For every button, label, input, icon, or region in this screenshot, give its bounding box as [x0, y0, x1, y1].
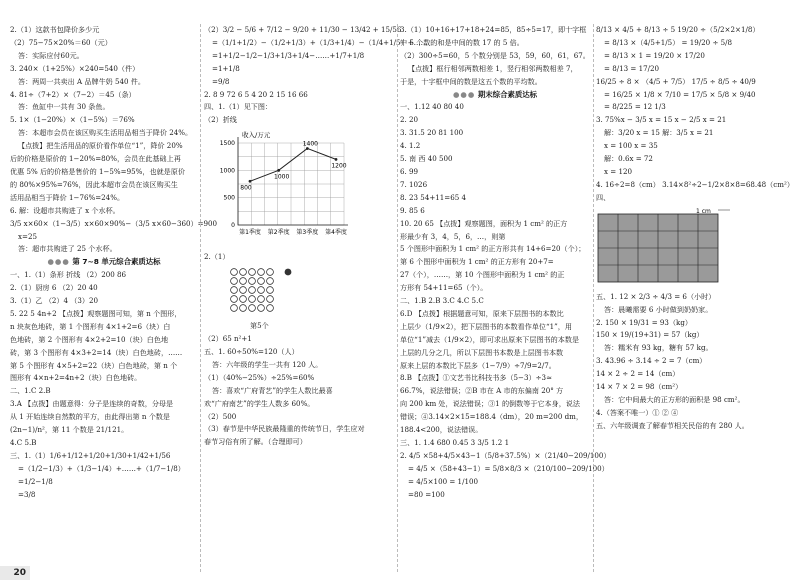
text-line: 5. 1×（1−20%）×（1−5%）＝76% [10, 115, 135, 125]
chart-x-tick: 第1季度 [239, 229, 261, 237]
text-line: =80 =100 [408, 489, 445, 499]
text-line: 4.（答案不唯一）① ② ④ [596, 407, 679, 417]
text-line: 7. 1026 [400, 179, 428, 189]
grid-scale-label: 1 cm [696, 207, 711, 215]
column-2-lines-b [204, 320, 394, 449]
text-line: 【点拨】框行相邻两数相差 1，竖行相邻两数相差 7， [408, 63, 578, 73]
text-line: 5. 南 西 40 500 [400, 154, 453, 164]
pattern-circle [267, 296, 274, 303]
text-line: 解：3/20 x = 15 解：3/5 x = 21 [604, 128, 714, 138]
text-line: 3. 43.96 ÷ 3.14 ÷ 2 = 7（cm） [596, 356, 707, 366]
column-2-circles-label [204, 251, 394, 264]
text-line: 150 × 19/(19+31) = 57（kg） [596, 330, 704, 340]
chart-y-tick: 0 [231, 222, 235, 230]
text-line: 答：喜欢“广府青艺”的学生人数比最喜 [212, 385, 333, 395]
text-line: （2）折线 [204, 115, 237, 125]
text-line: 10. 20 65 【点拨】观察题图，面积为 1 cm² 的正方 [400, 218, 568, 228]
text-line: 三、1.（1）1/6+1/12+1/20+1/30+1/42+1/56 [10, 450, 171, 460]
text-line: 27（个），……，第 10 个图形中面积为 1 cm² 的正 [400, 270, 565, 280]
chart-data-label: 1400 [302, 140, 318, 148]
page-number: 20 [0, 566, 30, 580]
pattern-circle [267, 269, 274, 276]
text-line: 向 200 km 处，说法错误；③1 的倒数等于它本身，说法 [400, 399, 580, 409]
column-1 [10, 24, 218, 564]
text-line: 春节习俗有所了解。（合理即可） [204, 437, 307, 447]
text-line: （2）65 n²+1 [204, 334, 252, 344]
text-line: 四、 [596, 192, 611, 202]
chart-point [249, 180, 252, 183]
text-line: 4. 1.2 [400, 141, 421, 151]
text-line: 3. 240×（1+25%）×240=540（件） [10, 63, 140, 73]
text-line: =1+1/8 [212, 63, 240, 73]
text-line: 的 80%×95%=76%，因此本超市会员在该区购买生 [10, 179, 178, 189]
section-title-final: ●●● 期末综合素质达标 [452, 89, 538, 99]
text-line: = 8/13 × 1 = 19/20 × 17/20 [604, 50, 705, 60]
text-line: 五、1. 60÷50%=120（人） [204, 346, 299, 356]
text-line: 四、1.（1）见下图： [204, 102, 273, 112]
text-line: 优惠 5% 后的价格是售价的 1−5%=95%，也就是原价 [10, 166, 185, 176]
chart-point [306, 147, 309, 150]
text-line: 4.C 5.B [10, 438, 37, 447]
section-title-units-7-8: ●●● 第 7~8 单元综合素质达标 [47, 257, 161, 267]
text-line: 6. 解：设超市共购进了 x 个水杯。 [10, 205, 120, 215]
column-3 [400, 24, 611, 564]
circle-pattern-figure [204, 266, 324, 318]
text-line: 三、1. 1.4 680 0.45 3 3/5 1.2 1 [400, 438, 510, 447]
pattern-circle [249, 305, 256, 312]
text-line: 一、1.12 40 80 40 [400, 102, 464, 112]
text-line: （2）300÷5=60，5 个数分别是 53，59，60，61，67。 [400, 50, 590, 60]
chart-data-label: 800 [240, 184, 252, 192]
text-line: 16/25 ÷ 8 × （4/5 + 7/5） 17/5 ÷ 8/5 ÷ 40/9 [596, 76, 756, 86]
text-line: =1/2−1/8 [18, 476, 53, 486]
text-line: 方形有 54+11=65（个）。 [400, 283, 488, 293]
text-line: 188.4<200，说法错误。 [400, 425, 483, 435]
text-line: 一、1.（1）条形 折线 （2）200 86 [10, 270, 127, 280]
pattern-circle [258, 278, 265, 285]
text-line: 二、1.B 2.B 3.C 4.C 5.C [400, 296, 484, 306]
pattern-circle [267, 278, 274, 285]
column-4 [596, 24, 792, 564]
text-line: 2. 8 9 72 6 5 4 20 2 15 16 66 [204, 89, 308, 99]
pattern-circle [249, 278, 256, 285]
chart-data-label: 1200 [331, 162, 347, 170]
pattern-circle [240, 296, 247, 303]
text-line: 答：实际应付60元。 [18, 50, 84, 60]
text-line: 5. 22 5 4n+2 【点拨】观察题图可知，第 n 个图形， [10, 308, 182, 318]
text-line: 答：鱼缸中一共有 30 条鱼。 [18, 102, 110, 112]
text-line: = 4/5×100 = 1/100 [408, 476, 478, 486]
text-line: 五、六年级调查了解春节相关民俗的有 280 人。 [596, 420, 749, 430]
text-line: 答：本超市会员在该区购买生活用品相当于降价 24%。 [18, 128, 193, 138]
text-line: 于是，十字框中间的数是这五个数的平均数。 [400, 76, 542, 86]
text-line: 错误；④3.14×2×15=188.4（dm），20 m=200 dm， [400, 412, 583, 422]
text-line: 3.A 【点拨】由题意得：分子是连续的奇数，分母是 [10, 399, 174, 409]
chart-y-tick: 1500 [219, 140, 235, 148]
chart-x-tick: 第2季度 [267, 229, 290, 237]
dots-icon: ●●● [452, 89, 476, 99]
text-line: 中 5 个数的和是中间的数 17 的 5 倍。 [400, 37, 524, 47]
text-line: 答：它中间最大的正方形的面积是 98 cm²。 [604, 394, 745, 404]
text-line: （2）75−75×20%＝60（元） [10, 37, 112, 47]
chart-y-tick: 1000 [219, 167, 235, 175]
text-line: =9/8 [212, 76, 230, 86]
text-line: 原来上层的本数比下层多（1−7/9）÷7/9=2/7。 [400, 360, 556, 370]
text-line: 第 6 个图形中面积为 1 cm² 的正方形有 20+7= [400, 257, 554, 267]
text-line: 3.（1）乙 （2）4 （3）20 [10, 296, 99, 306]
text-line: = 8/13 = 17/20 [604, 63, 660, 73]
text-line: 4. 81÷（7+2）×（7−2）＝45（条） [10, 89, 136, 99]
text-line: 3. 75%x − 3/5 x = 15 x − 2/5 x = 21 [596, 115, 727, 125]
pattern-circle [267, 305, 274, 312]
text-line: 14 × 2 ÷ 2 = 14（cm） [596, 369, 680, 379]
chart-point [277, 169, 280, 172]
text-line: 单位“1”减去（1/9×2），即可求出原来下层图书的本数是 [400, 334, 580, 344]
chart-point [335, 158, 338, 161]
text-line: 答：两周一共卖出 A 品牌牛奶 540 件。 [18, 76, 145, 86]
text-line: 5 个图形中面积为 1 cm² 的正方形共有 14+6=20（个）； [400, 244, 586, 254]
pattern-circle [240, 278, 247, 285]
text-line: 解：0.6x = 72 [604, 154, 653, 164]
text-line: 答：晨曦需要 6 小时做到奶奶家。 [604, 304, 713, 314]
text-line: =（1/1+1/2）−（1/2+1/3）+（1/3+1/4）−（1/4+1/5）+…… [212, 37, 428, 47]
pattern-circle [249, 296, 256, 303]
text-line: 形最少有 3，4，5，6，…，则第 [400, 231, 506, 241]
text-line: （2）3/2 − 5/6 + 7/12 − 9/20 + 11/30 − 13/42 + 15/56 [204, 25, 402, 34]
text-line: = 4/5 ×（58+43−1）= 5/8×8/3 ×（210/100−209/100） [408, 463, 609, 473]
text-line: 砖，第 3 个图形有 4×3+2=14（块）白色地砖，…… [10, 347, 183, 357]
chart-axis [238, 137, 348, 225]
pattern-circle [231, 269, 238, 276]
text-line: = 16/25 × 1/8 × 7/10 = 17/5 × 5/8 × 9/40 [604, 89, 756, 99]
text-line: 活用品相当于降价 1−76%=24%。 [10, 192, 125, 202]
text-line: 4. 16÷2=8（cm） 3.14×8²÷2−1/2×8×8=68.48（cm²） [596, 179, 794, 189]
text-line: 色地砖，第 2 个图形有 4×2+2=10（块）白色地 [10, 334, 169, 344]
pattern-circle [240, 305, 247, 312]
text-line: 【点拨】把生活用品的原价看作单位“1”，降价 20% [18, 141, 183, 151]
text-line: 2. 150 × 19/31 = 93（kg） [596, 317, 692, 327]
text-line: 14 × 7 × 2 = 98（cm²） [596, 382, 683, 392]
text-line: 2.（1）厨房 6 （2）20 40 [10, 283, 98, 293]
text-line: 答：超市共购进了 25 个水杯。 [18, 244, 117, 254]
text-line: （3）春节是中华民族最隆重的传统节日，学生应对 [204, 424, 365, 434]
text-line: 8/13 × 4/5 + 8/13 ÷ 5 19/20 ÷（5/2×2×1/8） [596, 25, 760, 34]
income-series-line [250, 149, 336, 182]
text-line: = 8/13 ×（4/5+1/5） = 19/20 ÷ 5/8 [604, 37, 733, 47]
pattern-circle [231, 287, 238, 294]
column-3-lines-b [400, 101, 611, 501]
text-line: 3/5 x×60×（1−3/5）x×60×90%−（3/5 x×60−360）=900 [10, 218, 218, 228]
text-line: n 块灰色地砖，第 1 个图形有 4×1+2=6（块）白 [10, 321, 171, 331]
text-line: 8. 23 54+11=65 4 [400, 192, 467, 202]
text-line: 9. 85 6 [400, 205, 425, 215]
text-line: x = 120 [604, 166, 632, 176]
text-line: 二、1.C 2.B [10, 386, 51, 396]
text-line: 第5个 [250, 321, 269, 331]
text-line: (2n−1)/n²，第 11 个数是 21/121。 [10, 425, 129, 435]
text-line: = 8/225 = 12 1/3 [604, 102, 666, 112]
text-line: （2）500 [204, 411, 237, 421]
text-line: x = 100 x = 35 [604, 141, 658, 151]
text-line: =（1/2−1/3）+（1/3−1/4）+……+（1/7−1/8） [18, 463, 185, 473]
text-line: 图形有 4×n+2=4n+2（块）白色地砖。 [10, 373, 142, 383]
chart-y-tick: 500 [223, 194, 235, 202]
text-line: 第 5 个图形有 4×5+2=22（块）白色地砖，第 n 个 [10, 360, 178, 370]
chart-x-tick: 第4季度 [325, 229, 347, 237]
chart-x-tick: 第3季度 [296, 229, 319, 237]
text-line: 2. 20 [400, 115, 419, 125]
column-4-lines-b [596, 291, 792, 433]
pattern-circle [258, 269, 265, 276]
text-line: 2.（1）这款书包降价多少元 [10, 25, 100, 34]
column-1-lines-b [10, 269, 198, 501]
grid-figure [596, 208, 746, 288]
pattern-circle [258, 287, 265, 294]
text-line: 6.D 【点拨】根据题意可知，原来下层图书的本数比 [400, 308, 564, 318]
column-divider [397, 24, 398, 572]
column-divider [593, 24, 594, 572]
pattern-circle [249, 269, 256, 276]
text-line: 2.（1） [204, 252, 230, 262]
pattern-circle [258, 305, 265, 312]
text-line: 答：糯米有 93 kg，糖有 57 kg。 [604, 343, 713, 353]
text-line: 欢“广府南艺”的学生人数多 60%。 [204, 398, 315, 408]
text-line: 从 1 开始连续自然数的平方，由此得出第 n 个数是 [10, 412, 170, 422]
pattern-circle [231, 305, 238, 312]
text-line: =1+1/2−1/2−1/3+1/3+1/4−……+1/7+1/8 [212, 50, 365, 60]
text-line: 2. 4/5 ×58+4/5×43−1（5/8+37.5%）×（21/40−209/100） [400, 450, 611, 460]
text-line: 后的价格是原价的 1−20%=80%，会员在此基础上再 [10, 154, 181, 164]
pattern-circle [231, 278, 238, 285]
text-line: x=25 [18, 231, 37, 241]
pattern-circle [240, 269, 247, 276]
text-line: 8.B 【点拨】①文艺书比科技书多（5−3）÷3≈ [400, 373, 553, 383]
dots-icon: ●●● [47, 257, 70, 267]
pattern-circle [240, 287, 247, 294]
column-4-lines [596, 24, 792, 205]
pattern-circle [249, 287, 256, 294]
text-line: 6. 99 [400, 166, 419, 176]
column-1-lines [10, 24, 218, 256]
chart-y-label: 收入/万元 [242, 131, 271, 140]
pattern-circle [231, 296, 238, 303]
text-line: 上层少（1/9×2），把下层图书的本数看作单位“1”，用 [400, 321, 572, 331]
pattern-circle [258, 296, 265, 303]
chart-data-label: 1000 [274, 173, 290, 181]
text-line: （1）（40%−25%）÷25%=60% [204, 372, 315, 382]
text-line: 答：六年级的学生一共有 120 人。 [212, 359, 323, 369]
text-line: =3/8 [18, 489, 36, 499]
column-divider [200, 24, 201, 572]
text-line: 五、1. 12 × 2/3 ÷ 4/3 = 6（小时） [596, 291, 716, 301]
text-line: 3.（1）10+16+17+18+24=85，85÷5=17，即十字框 [400, 25, 587, 34]
column-3-lines [400, 24, 590, 89]
pattern-circle [267, 287, 274, 294]
text-line: 66.7%，说法错误；②B 市在 A 市的东偏南 20° 方 [400, 386, 564, 396]
income-line-chart [204, 129, 354, 249]
pattern-circle-extra [285, 269, 292, 276]
text-line: 3. 31.5 20 81 100 [400, 128, 464, 138]
text-line: 上层的几分之几，所以下层图书本数是上层图书本数 [400, 347, 564, 357]
